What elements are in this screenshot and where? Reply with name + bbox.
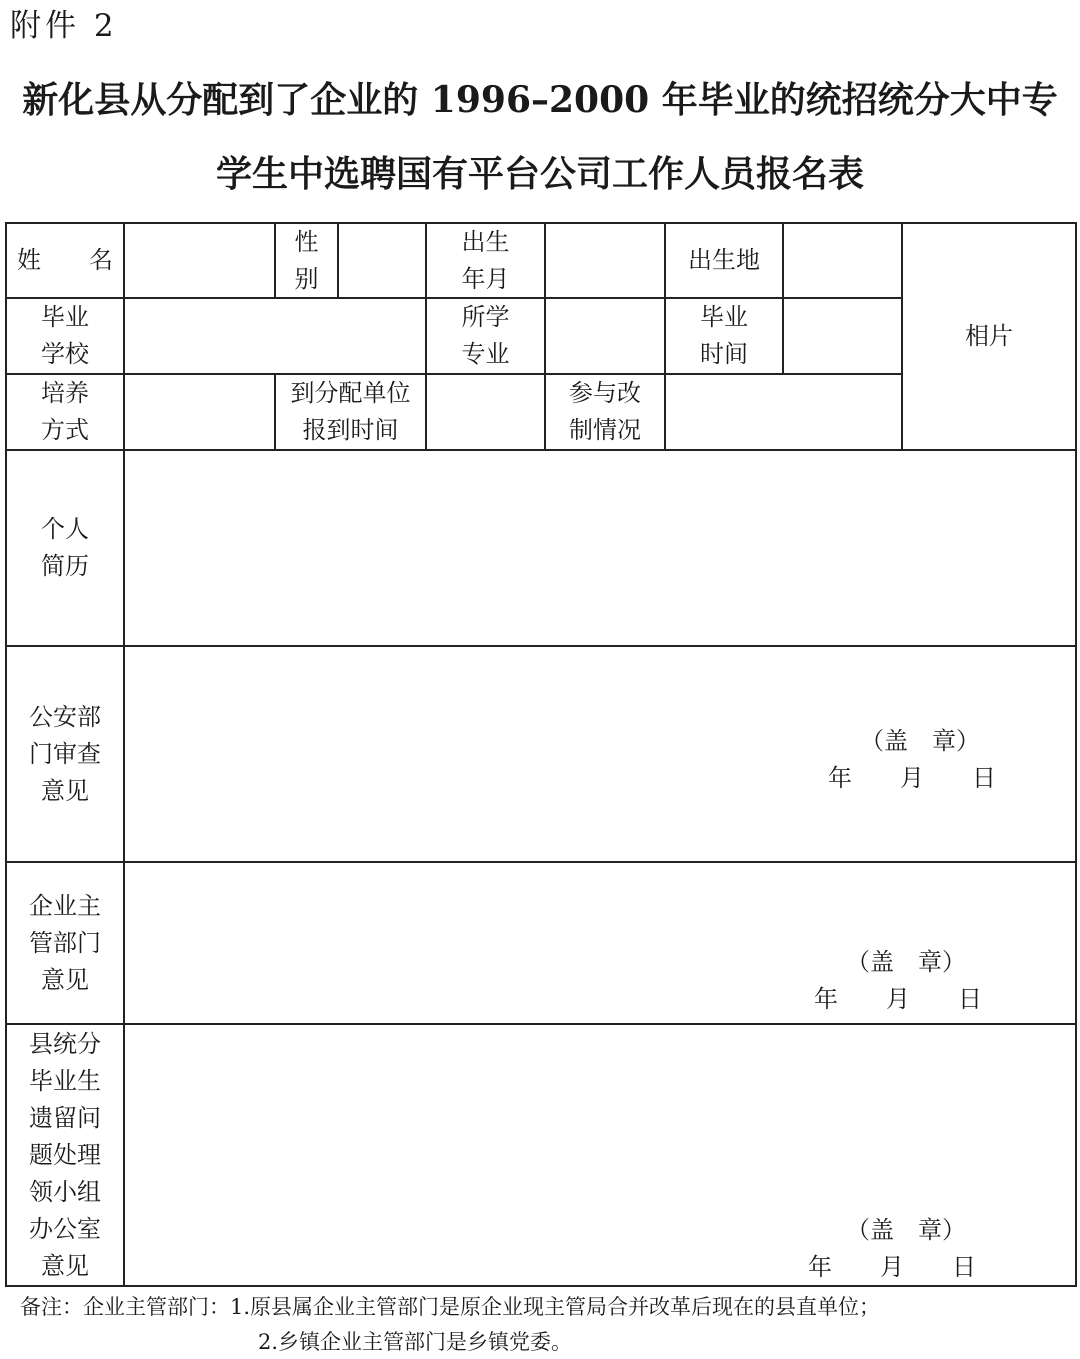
form-title-line1: 新化县从分配到了企业的 1996–2000 年毕业的统招统分大中专 — [22, 79, 1058, 121]
school-field[interactable] — [125, 299, 425, 373]
resume-label: 个人 简历 — [41, 515, 89, 580]
enterprise-seal-text: （盖 章） — [846, 948, 966, 976]
police-review-label: 公安部 门审查 意见 — [29, 702, 101, 805]
restructure-field[interactable] — [666, 375, 901, 449]
training-field[interactable] — [125, 375, 274, 449]
note-line2: 2.乡镇企业主管部门是乡镇党委。 — [258, 1330, 573, 1354]
enterprise-dept-label: 企业主 管部门 意见 — [29, 891, 101, 994]
birth-date-field[interactable] — [546, 224, 664, 297]
school-label: 毕业 学校 — [41, 303, 89, 368]
major-label: 所学 专业 — [461, 303, 510, 368]
county-office-label: 县统分 毕业生 遗留问 题处理 领小组 办公室 意见 — [29, 1029, 101, 1280]
gender-field[interactable] — [339, 224, 425, 297]
form-title-line2: 学生中选聘国有平台公司工作人员报名表 — [215, 153, 864, 195]
police-seal-text: （盖 章） — [860, 727, 980, 755]
enterprise-date-text: 年 月 日 — [814, 985, 982, 1013]
note-line1: 备注：企业主管部门：1.原县属企业主管部门是原企业现主管局合并改革后现在的县直单位； — [20, 1295, 881, 1319]
county-seal-text: （盖 章） — [846, 1216, 966, 1244]
name-field[interactable] — [125, 224, 274, 297]
photo-box[interactable] — [903, 224, 1075, 449]
photo-label: 相片 — [965, 322, 1013, 350]
training-label: 培养 方式 — [41, 379, 89, 444]
resume-field[interactable] — [125, 451, 1075, 645]
gender-label: 性 别 — [294, 227, 319, 293]
birthplace-field[interactable] — [784, 224, 901, 297]
report-time-label: 到分配单位 报到时间 — [290, 379, 411, 444]
police-date-text: 年 月 日 — [828, 764, 996, 792]
grad-time-field[interactable] — [784, 299, 901, 373]
report-time-field[interactable] — [427, 375, 544, 449]
major-field[interactable] — [546, 299, 664, 373]
attachment-label: 附件 2 — [10, 8, 118, 44]
grad-time-label: 毕业 时间 — [700, 303, 748, 368]
birth-date-label: 出生 年月 — [461, 227, 510, 293]
restructure-label: 参与改 制情况 — [569, 379, 641, 444]
county-date-text: 年 月 日 — [808, 1253, 976, 1281]
birthplace-label: 出生地 — [688, 246, 760, 274]
name-label: 姓 名 — [17, 246, 113, 274]
